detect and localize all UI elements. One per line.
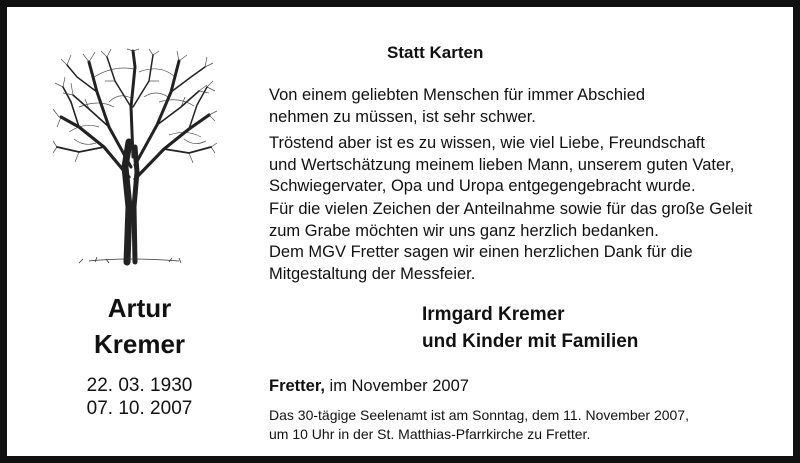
death-date: 07. 10. 2007 bbox=[86, 398, 193, 419]
date-text: im November 2007 bbox=[324, 377, 469, 395]
mass-announcement: Das 30-tägige Seelenamt ist am Sonntag, dem 11. November 2007, um 10 Uhr in der St. Matthias-Pfarrkirche zu Fretter. bbox=[269, 407, 689, 442]
notice-heading: Statt Karten bbox=[387, 43, 484, 62]
notice-paragraph: Von einem geliebten Menschen für immer Abschied nehmen zu müssen, ist sehr schwer. bbox=[269, 86, 646, 126]
place-date-line bbox=[269, 377, 469, 396]
place-name: Fretter, bbox=[269, 377, 325, 395]
notice-paragraph: Für die vielen Zeichen der Anteilnahme sowie für das große Geleit zum Grabe möchten wir uns ganz herzlich bedanken. Dem MGV Fretter sagen wir einen herzlichen Dank für die Mitgestaltung der Messfeier. bbox=[269, 200, 753, 283]
birth-date: 22. 03. 1930 bbox=[86, 375, 193, 396]
notice-paragraph: Tröstend aber ist es zu wissen, wie viel Liebe, Freundschaft und Wertschätzung meinem lieben Mann, unserem guten Vater, Schwiegervater, Opa und Uropa entgegengebracht wurde. bbox=[269, 134, 735, 195]
deceased-last-name: Kremer bbox=[93, 329, 186, 359]
signature-line: Irmgard Kremer bbox=[422, 304, 565, 325]
signature-line: und Kinder mit Familien bbox=[422, 331, 639, 352]
tree-icon bbox=[49, 47, 219, 267]
deceased-first-name: Artur bbox=[107, 293, 172, 323]
